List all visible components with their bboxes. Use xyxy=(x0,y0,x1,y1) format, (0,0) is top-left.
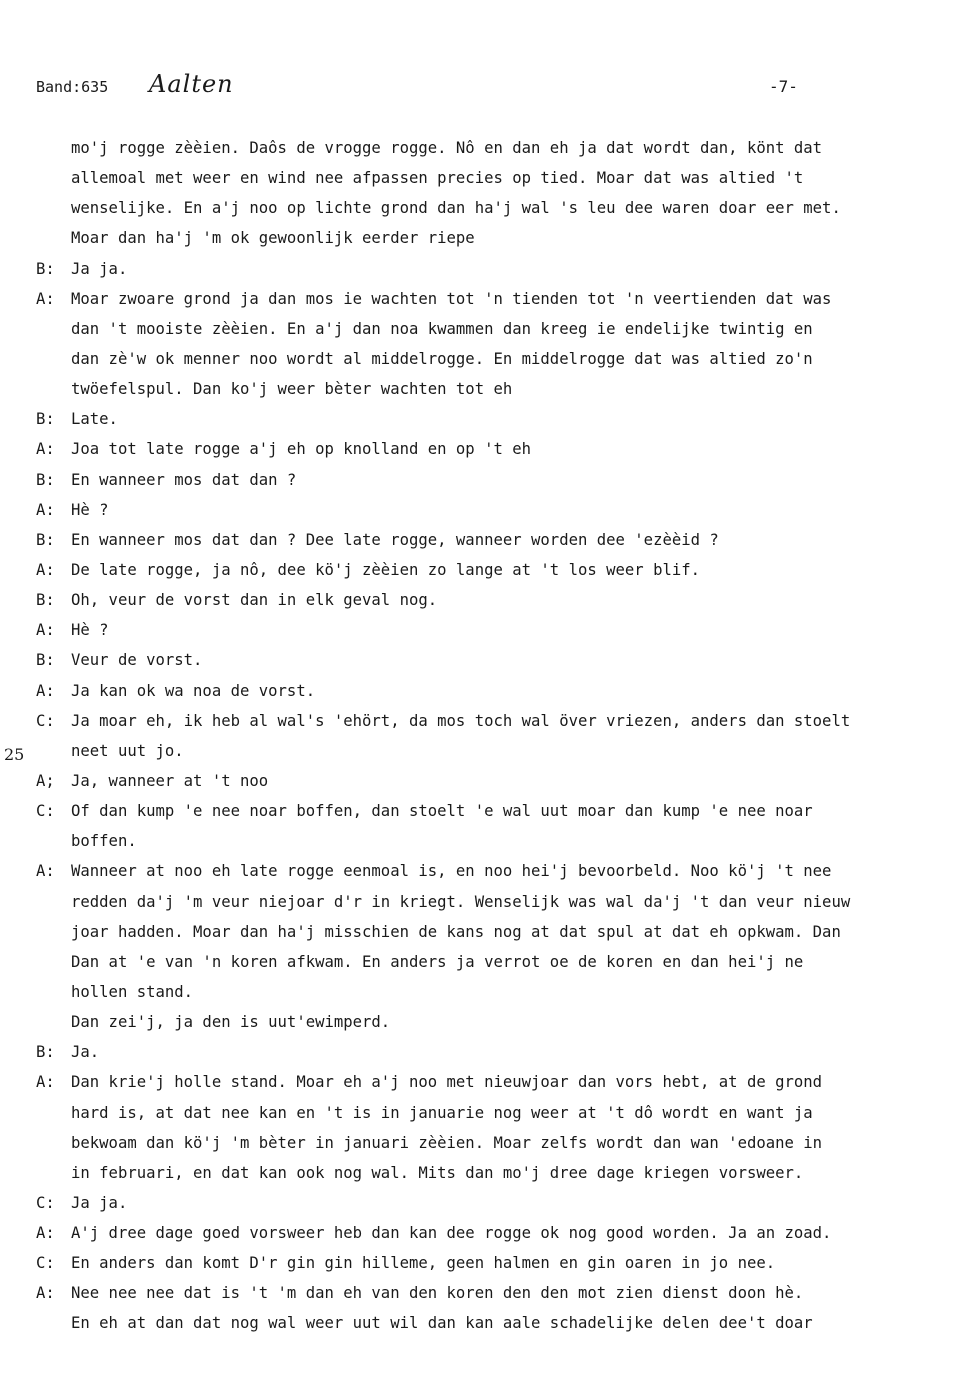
line-text: bekwoam dan kö'j 'm bèter in januari zèèien. Moar zelfs wordt dan wan 'edoane in xyxy=(71,1133,823,1152)
transcript-line xyxy=(36,525,973,555)
speaker-label: C: xyxy=(36,1193,55,1212)
band-number: Band:635 xyxy=(36,78,109,96)
transcript-line xyxy=(36,887,973,917)
line-text: boffen. xyxy=(71,832,137,851)
speaker-label: A: xyxy=(36,289,55,308)
transcript-line xyxy=(36,374,973,404)
speaker-label: C: xyxy=(36,802,55,821)
line-text: Late. xyxy=(71,410,118,429)
transcript-line xyxy=(36,645,973,675)
transcript-line xyxy=(36,434,973,464)
line-text: allemoal met weer en wind nee afpassen precies op tied. Moar dat was altied 't xyxy=(71,169,804,188)
transcript-line xyxy=(36,706,973,736)
transcript-line xyxy=(4,736,973,766)
speaker-label: A: xyxy=(36,1073,55,1092)
line-text: mo'j rogge zèèien. Daôs de vrogge rogge. Nô en dan eh ja dat wordt dan, könt dat xyxy=(71,139,823,157)
place-name-handwritten: Aalten xyxy=(149,70,234,98)
transcript-line xyxy=(36,223,973,253)
transcript-line xyxy=(36,133,973,163)
line-text: En anders dan komt D'r gin gin hilleme, geen halmen en gin oaren in jo nee. xyxy=(71,1254,776,1273)
transcript-line xyxy=(36,676,973,706)
speaker-label: A: xyxy=(36,500,55,519)
speaker-label: B: xyxy=(36,410,55,429)
line-text: twöefelspul. Dan ko'j weer bèter wachten tot eh xyxy=(71,380,513,399)
line-text: Dan krie'j holle stand. Moar eh a'j noo met nieuwjoar dan vors hebt, at de grond xyxy=(71,1073,823,1092)
line-text: Ja moar eh, ik heb al wal's 'ehört, da mos toch wal över vriezen, anders dan stoelt xyxy=(71,711,851,730)
transcript-line xyxy=(36,1218,973,1248)
transcript-line xyxy=(36,254,973,284)
transcript-line xyxy=(36,1308,973,1338)
line-text: De late rogge, ja nô, dee kö'j zèèien zo lange at 't los weer blif. xyxy=(71,560,701,579)
line-text: wenselijke. En a'j noo op lichte grond dan ha'j wal 's leu dee waren doar eer met. xyxy=(71,199,841,218)
line-text: Hè ? xyxy=(71,621,109,640)
margin-line-number: 25 xyxy=(4,744,25,764)
line-text: Joa tot late rogge a'j eh op knolland en op 't eh xyxy=(71,440,532,459)
transcript-line xyxy=(36,163,973,193)
speaker-label: A: xyxy=(36,1284,55,1303)
line-text: in februari, en dat kan ook nog wal. Mits dan mo'j dree dage kriegen vorsweer. xyxy=(71,1163,804,1182)
line-text: Oh, veur de vorst dan in elk geval nog. xyxy=(71,591,438,610)
line-text: En wanneer mos dat dan ? xyxy=(71,470,297,489)
transcript-line xyxy=(36,495,973,525)
transcript-line xyxy=(36,826,973,856)
line-text: dan 't mooiste zèèien. En a'j dan noa kwammen dan kreeg ie endelijke twintig en xyxy=(71,319,813,338)
line-text: Dan zei'j, ja den is uut'ewimperd. xyxy=(71,1013,391,1032)
transcript-line xyxy=(36,796,973,826)
speaker-label: A; xyxy=(36,771,55,790)
page-number: -7- xyxy=(769,77,798,96)
line-text: Ja. xyxy=(71,1043,100,1062)
line-text: Of dan kump 'e nee noar boffen, dan stoelt 'e wal uut moar dan kump 'e nee noar xyxy=(71,802,813,821)
transcript-line xyxy=(36,977,973,1007)
transcript-line xyxy=(36,1037,973,1067)
line-text: dan zè'w ok menner noo wordt al middelrogge. En middelrogge dat was altied zo'n xyxy=(71,349,813,368)
transcript-line xyxy=(36,1067,973,1097)
line-text: Ja, wanneer at 't noo xyxy=(71,771,269,790)
transcript-line xyxy=(36,465,973,495)
transcript-line xyxy=(36,1098,973,1128)
transcript-line xyxy=(36,585,973,615)
line-text: Hè ? xyxy=(71,500,109,519)
speaker-label: B: xyxy=(36,651,55,670)
transcript-body xyxy=(4,133,973,1339)
speaker-label: A: xyxy=(36,1224,55,1243)
line-text: Veur de vorst. xyxy=(71,651,203,670)
speaker-label: B: xyxy=(36,591,55,610)
speaker-label: A: xyxy=(36,440,55,459)
line-text: Ja ja. xyxy=(71,1193,128,1212)
line-text: Dan at 'e van 'n koren afkwam. En anders ja verrot oe de koren en dan hei'j ne xyxy=(71,952,804,971)
transcript-line xyxy=(36,1158,973,1188)
line-text: redden da'j 'm veur niejoar d'r in kriegt. Wenselijk was wal da'j 't dan veur nieuw xyxy=(71,892,851,911)
line-text: Moar dan ha'j 'm ok gewoonlijk eerder riepe xyxy=(71,229,475,248)
transcript-line xyxy=(36,193,973,223)
transcript-line xyxy=(36,1248,973,1278)
speaker-label: A: xyxy=(36,560,55,579)
transcript-line xyxy=(36,917,973,947)
line-text: A'j dree dage goed vorsweer heb dan kan dee rogge ok nog good worden. Ja an zoad. xyxy=(71,1224,832,1243)
transcript-line xyxy=(36,404,973,434)
transcript-line xyxy=(36,766,973,796)
line-text: hard is, at dat nee kan en 't is in januarie nog weer at 't dô wordt en want ja xyxy=(71,1103,813,1122)
transcript-line xyxy=(36,555,973,585)
transcript-line xyxy=(36,284,973,314)
line-text: joar hadden. Moar dan ha'j misschien de kans nog at dat spul at dat eh opkwam. Dan xyxy=(71,922,841,941)
line-text: hollen stand. xyxy=(71,982,194,1001)
transcript-line xyxy=(36,314,973,344)
transcript-line xyxy=(36,1128,973,1158)
speaker-label: B: xyxy=(36,259,55,278)
speaker-label: A: xyxy=(36,681,55,700)
speaker-label: B: xyxy=(36,530,55,549)
transcript-line xyxy=(36,1278,973,1308)
transcript-line xyxy=(36,1188,973,1218)
speaker-label: A: xyxy=(36,862,55,881)
line-text: Moar zwoare grond ja dan mos ie wachten tot 'n tienden tot 'n veertienden dat was xyxy=(71,289,832,308)
transcript-line xyxy=(36,947,973,977)
speaker-label: B: xyxy=(36,1043,55,1062)
speaker-label: C: xyxy=(36,711,55,730)
speaker-label: A: xyxy=(36,621,55,640)
line-text: En eh at dan dat nog wal weer uut wil dan kan aale schadelijke delen dee't doar xyxy=(71,1314,813,1333)
line-text: neet uut jo. xyxy=(71,741,184,760)
line-text: Ja kan ok wa noa de vorst. xyxy=(71,681,316,700)
speaker-label: C: xyxy=(36,1254,55,1273)
line-text: En wanneer mos dat dan ? Dee late rogge, wanneer worden dee 'ezèèid ? xyxy=(71,530,719,549)
transcript-line xyxy=(36,1007,973,1037)
transcript-line xyxy=(36,615,973,645)
transcript-line xyxy=(36,344,973,374)
speaker-label: B: xyxy=(36,470,55,489)
line-text: Nee nee nee dat is 't 'm dan eh van den koren den den mot zien dienst doon hè. xyxy=(71,1284,804,1303)
transcript-line xyxy=(36,856,973,886)
line-text: Wanneer at noo eh late rogge eenmoal is, en noo hei'j bevoorbeld. Noo kö'j 't nee xyxy=(71,862,832,881)
line-text: Ja ja. xyxy=(71,259,128,278)
page-header xyxy=(36,70,973,104)
